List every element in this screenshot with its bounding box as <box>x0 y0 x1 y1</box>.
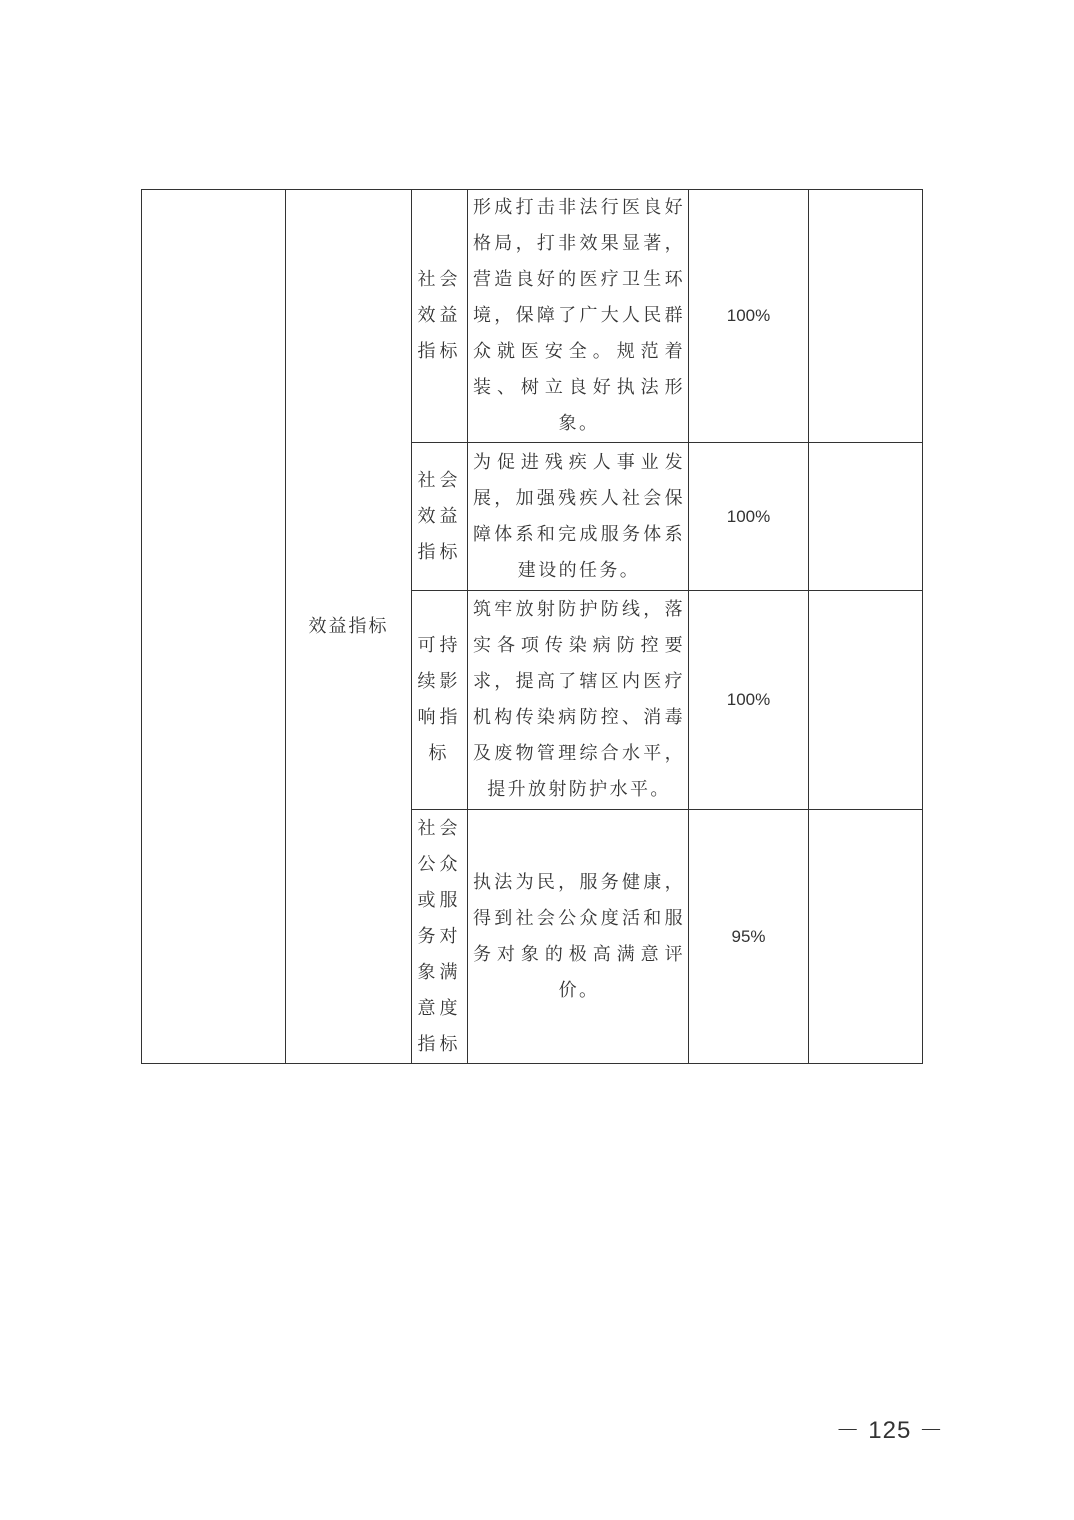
second-level-indicator-cell: 效益指标 <box>286 190 412 1064</box>
first-level-indicator-cell <box>142 190 286 1064</box>
indicator-value-cell: 100% <box>689 591 809 810</box>
page-number: － 125 － <box>835 1417 944 1444</box>
table-row <box>142 190 923 443</box>
indicator-value-cell: 100% <box>689 190 809 443</box>
third-level-indicator-cell: 社会效益指标 <box>412 190 468 443</box>
third-level-indicator-cell: 可持续影响指标 <box>412 591 468 810</box>
note-cell <box>809 190 923 443</box>
third-level-indicator-cell: 社会公众或服务对象满意度指标 <box>412 810 468 1064</box>
indicator-description-cell: 为促进残疾人事业发展，加强残疾人社会保障体系和完成服务体系建设的任务。 <box>468 443 689 591</box>
third-level-indicator-cell: 社会效益指标 <box>412 443 468 591</box>
indicator-value-cell: 100% <box>689 443 809 591</box>
indicator-description-cell: 筑牢放射防护防线，落实各项传染病防控要求，提高了辖区内医疗机构传染病防控、消毒及废物管理综合水平，提升放射防护水平。 <box>468 591 689 810</box>
indicator-value-cell: 95% <box>689 810 809 1064</box>
indicator-description-cell: 形成打击非法行医良好格局，打非效果显著，营造良好的医疗卫生环境，保障了广大人民群众就医安全。规范着装、树立良好执法形象。 <box>468 190 689 443</box>
performance-indicator-table <box>141 189 923 1064</box>
note-cell <box>809 591 923 810</box>
note-cell <box>809 810 923 1064</box>
note-cell <box>809 443 923 591</box>
indicator-description-cell: 执法为民，服务健康，得到社会公众度活和服务对象的极高满意评价。 <box>468 810 689 1064</box>
